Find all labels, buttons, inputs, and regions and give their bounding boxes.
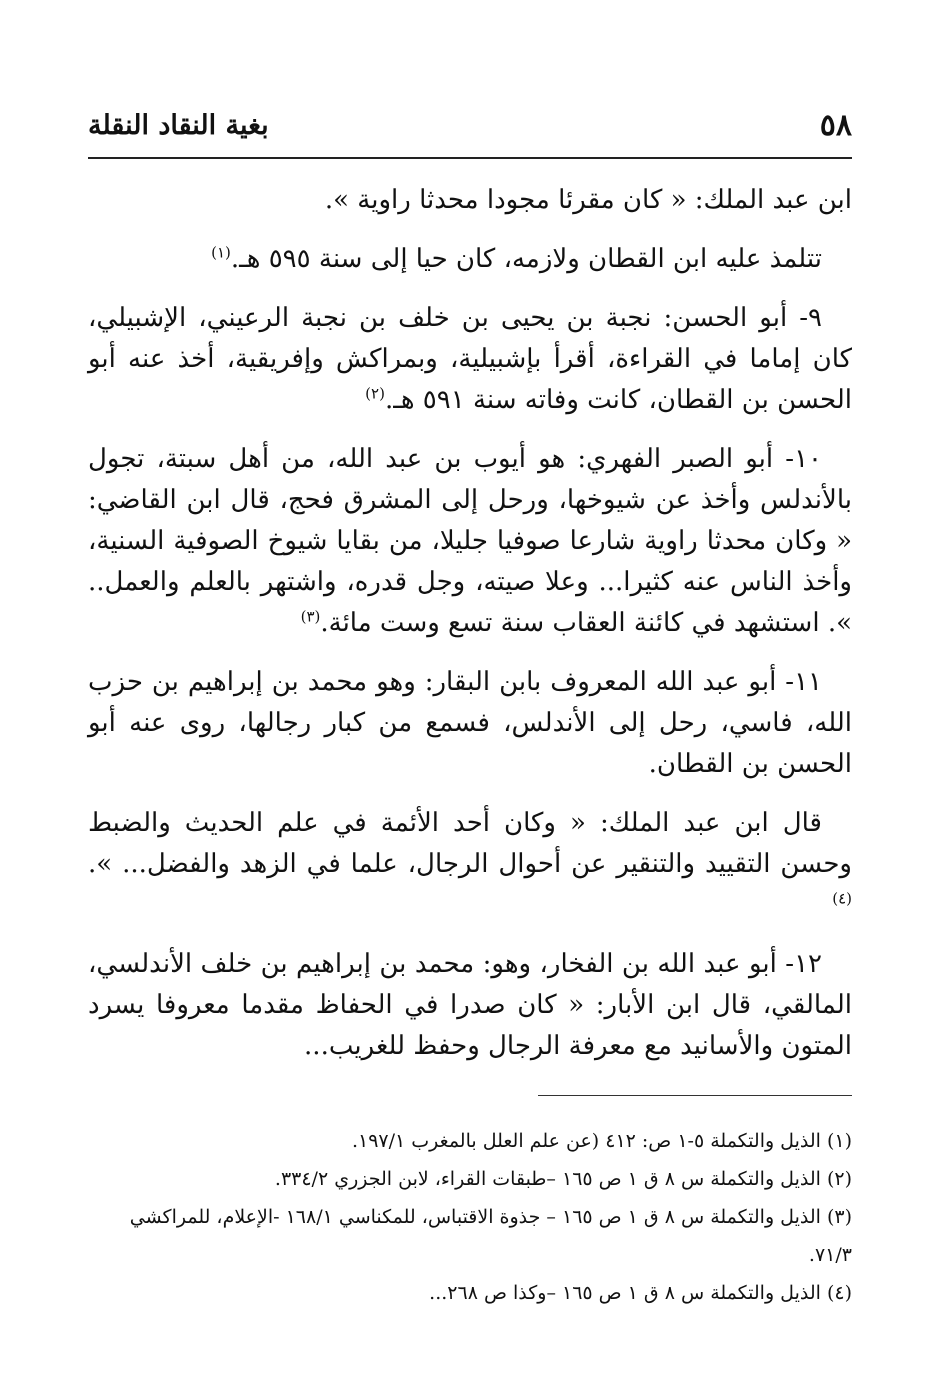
footnote-marker: (٢) xyxy=(365,384,385,403)
paragraph-text: ابن عبد الملك: « كان مقرئا مجودا محدثا راوية ». xyxy=(324,185,852,215)
paragraph-text: تتلمذ عليه ابن القطان ولازمه، كان حيا إلى سنة ٥٩٥ هـ. xyxy=(230,244,822,274)
footnote-marker: (٤) xyxy=(832,889,852,908)
running-title: بغية النقاد النقلة xyxy=(88,110,269,141)
paragraph-text: ١٢- أبو عبد الله بن الفخار، وهو: محمد بن إبراهيم بن خلف الأندلسي، المالقي، قال ابن الأبار: « كان صدرا في الحفاظ مقدما معروفا يسرد المتون والأسانيد مع معرفة الرجال وحفظ للغريب... xyxy=(88,949,852,1061)
paragraph xyxy=(88,239,852,280)
paragraph-text: ١٠- أبو الصبر الفهري: هو أيوب بن عبد الله، من أهل سبتة، تجول بالأندلس وأخذ عن شيوخها، ورحل إلى المشرق فحج، قال ابن القاضي: « وكان محدثا راوية شارعا صوفيا جليلا، من بقايا شيوخ الصوفية السنية، وأخذ الناس عنه كثيرا... وعلا صيته، وجل قدره، واشتهر بالعلم والعمل.. ». استشهد في كائنة العقاب سنة تسع وست مائة. xyxy=(88,444,852,638)
footnote: (٤) الذيل والتكملة س ٨ ق ١ ص ١٦٥ –وكذا ص ٢٦٨... xyxy=(429,1282,852,1304)
footnote: (١) الذيل والتكملة ٥-١ ص: ٤١٢ (عن علم العلل بالمغرب ١٩٧/١. xyxy=(351,1130,852,1152)
footnote: (٣) الذيل والتكملة س ٨ ق ١ ص ١٦٥ – جذوة الاقتباس، للمكناسي ١٦٨/١ -الإعلام، للمراكشي ٧١/٣. xyxy=(129,1206,852,1266)
paragraph xyxy=(88,298,852,421)
paragraph xyxy=(88,944,852,1067)
paragraph-text: ٩- أبو الحسن: نجبة بن يحيى بن خلف بن نجبة الرعيني، الإشبيلي، كان إماما في القراءة، أقرأ بإشبيلية، وبمراكش وإفريقية، أخذ عنه أبو الحسن بن القطان، كانت وفاته سنة ٥٩١ هـ. xyxy=(88,303,852,415)
footnote-rule xyxy=(538,1095,852,1096)
page-header xyxy=(88,102,852,150)
header-rule xyxy=(88,157,852,159)
paragraph xyxy=(88,439,852,644)
paragraph xyxy=(88,803,852,926)
footnote-marker: (١) xyxy=(211,243,231,262)
footnote-marker: (٣) xyxy=(300,607,321,626)
footnote: (٢) الذيل والتكملة س ٨ ق ١ ص ١٦٥ –طبقات القراء، لابن الجزري ٣٣٤/٢. xyxy=(274,1168,852,1190)
paragraph xyxy=(88,662,852,785)
page-number: ٥٨ xyxy=(819,108,852,143)
footnotes xyxy=(88,1122,852,1312)
main-text xyxy=(88,180,852,1085)
paragraph-text: ١١- أبو عبد الله المعروف بابن البقار: وهو محمد بن إبراهيم بن حزب الله، فاسي، رحل إلى الأندلس، فسمع من كبار رجالها، روى عنه أبو الحسن بن القطان. xyxy=(88,667,852,779)
paragraph-text: قال ابن عبد الملك: « وكان أحد الأئمة في علم الحديث والضبط وحسن التقييد والتنقير عن أحوال الرجال، علما في الزهد والفضل... ». xyxy=(88,808,852,879)
paragraph xyxy=(88,180,852,221)
